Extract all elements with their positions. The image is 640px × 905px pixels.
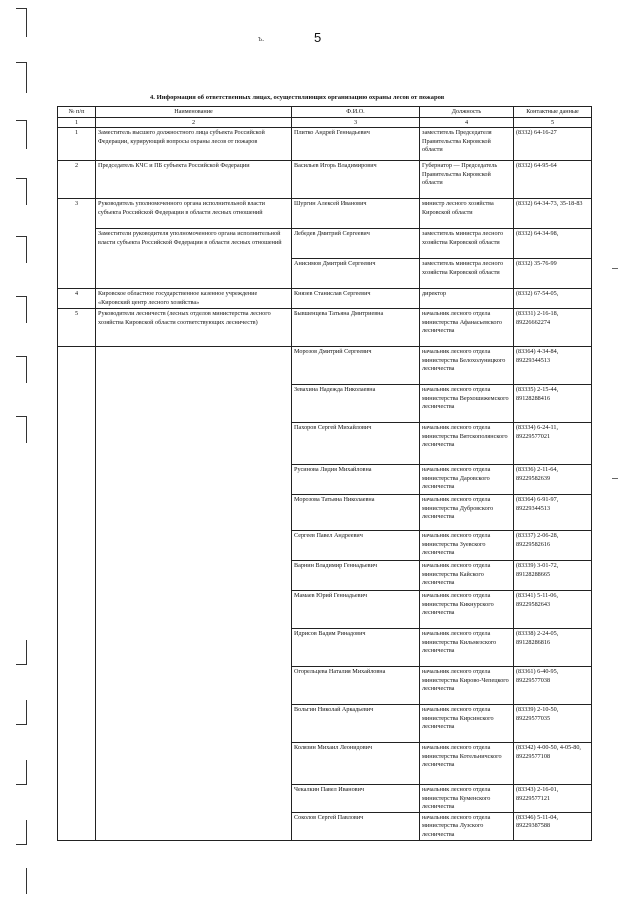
row-contacts: (8332) 64-95-64: [514, 161, 592, 199]
binder-mark: [16, 640, 27, 665]
row-name: Руководитель уполномоченного органа исполнительной власти субъекта Российской Федерации в области лесных отношений: [96, 199, 292, 229]
row-position: начальник лесного отдела министерства Зуевского лесничества: [420, 531, 514, 561]
row-position: заместитель министра лесного хозяйства Кировской области: [420, 229, 514, 259]
binder-mark: [16, 62, 27, 93]
row-name: Председатель КЧС и ПБ субъекта Российской Федерации: [96, 161, 292, 199]
row-contacts: (83331) 2-16-18, 89226662274: [514, 309, 592, 347]
row-contacts: (83364) 4-34-84, 89229344513: [514, 347, 592, 385]
document-title: 4. Информация об ответственных лицах, осуществляющих организацию охраны лесов от пожаров: [150, 94, 445, 101]
table-row: [58, 199, 592, 229]
table-row: [58, 161, 592, 199]
row-contacts: (8332) 35-76-99: [514, 259, 592, 289]
row-fio: Сергеев Павел Андреевич: [292, 531, 420, 561]
binder-mark: [16, 416, 27, 443]
binder-mark: [16, 820, 27, 845]
row-num: 5: [58, 309, 96, 347]
row-fio: Колязин Михаил Леонидович: [292, 743, 420, 785]
binder-mark: [16, 356, 27, 383]
table-row: [58, 128, 592, 161]
responsible-persons-table: [57, 106, 592, 841]
row-num: 3: [58, 199, 96, 289]
table-row: [58, 309, 592, 347]
row-fio: Вольгин Николай Аркадьевич: [292, 705, 420, 743]
row-name: Заместители руководителя уполномоченного органа исполнительной власти субъекта Российской Федерации в области лесных отношений: [96, 229, 292, 289]
row-fio: Князев Станислав Сергеевич: [292, 289, 420, 309]
row-position: начальник лесного отдела министерства Верхошижемского лесничества: [420, 385, 514, 423]
row-fio: Огорельцева Наталия Михайловна: [292, 667, 420, 705]
row-name: Заместитель высшего должностного лица субъекта Российской Федерации, курирующий вопросы охраны лесов от пожаров: [96, 128, 292, 161]
row-contacts: (83337) 2-06-28, 89229582616: [514, 531, 592, 561]
row-position: начальник лесного отдела министерства Афанасьевского лесничества: [420, 309, 514, 347]
row-position: начальник лесного отдела министерства Кикнурского лесничества: [420, 591, 514, 629]
row-contacts: (83342) 4-00-50, 4-05-80, 89229577108: [514, 743, 592, 785]
row-contacts: (83334) 6-24-11, 89229577021: [514, 423, 592, 465]
binder-mark: [16, 120, 27, 149]
row-fio: Соколов Сергей Павлович: [292, 813, 420, 841]
binder-mark: [16, 868, 27, 894]
binder-mark: [16, 236, 27, 263]
row-fio: Мамаев Юрий Геннадьевич: [292, 591, 420, 629]
row-position: начальник лесного отдела министерства Кирово-Чепецкого лесничества: [420, 667, 514, 705]
row-position: начальник лесного отдела министерства Вятскополянского лесничества: [420, 423, 514, 465]
row-contacts: (83339) 2-10-50, 89229577035: [514, 705, 592, 743]
row-num: 4: [58, 289, 96, 309]
row-fio: Анисимов Дмитрий Сергеевич: [292, 259, 420, 289]
row-contacts: (83364) 6-91-97, 89229344513: [514, 495, 592, 531]
row-contacts: (83339) 3-01-72, 89128288665: [514, 561, 592, 591]
scan-tick: [612, 268, 618, 269]
header-position: Должность: [420, 107, 514, 118]
binder-mark: [16, 178, 27, 205]
scan-tick: [612, 478, 618, 479]
row-contacts: (83361) 6-40-95, 89229577038: [514, 667, 592, 705]
row-position: начальник лесного отдела министерства Куменского лесничества: [420, 785, 514, 813]
row-fio: Варнин Владимир Геннадьевич: [292, 561, 420, 591]
row-position: заместитель министра лесного хозяйства Кировской области: [420, 259, 514, 289]
col-number: 1: [58, 118, 96, 128]
col-number: 3: [292, 118, 420, 128]
row-position: начальник лесного отдела министерства Лузского лесничества: [420, 813, 514, 841]
row-fio: Лебедев Дмитрий Сергеевич: [292, 229, 420, 259]
page-number: 5: [314, 30, 322, 45]
row-position: начальник лесного отдела министерства Кирсинского лесничества: [420, 705, 514, 743]
table-row: [58, 289, 592, 309]
row-contacts: (8332) 64-34-98,: [514, 229, 592, 259]
binder-mark: [16, 760, 27, 785]
table-row: [58, 229, 592, 259]
row-position: начальник лесного отдела министерства Котельничского лесничества: [420, 743, 514, 785]
row-fio: Русинова Лидия Михайловна: [292, 465, 420, 495]
binder-mark: [16, 8, 27, 37]
row-fio: Васильев Игорь Владимирович: [292, 161, 420, 199]
row-contacts: (83336) 2-11-64, 89229582639: [514, 465, 592, 495]
row-fio: Пахоров Сергей Михайлович: [292, 423, 420, 465]
row-contacts: (83335) 2-15-44, 89128288416: [514, 385, 592, 423]
row-contacts: (8332) 67-54-05,: [514, 289, 592, 309]
row-contacts: (83346) 5-11-04, 89229387588: [514, 813, 592, 841]
row-fio: Идрисов Вадим Ринадович: [292, 629, 420, 667]
col-number: 2: [96, 118, 292, 128]
col-number: 4: [420, 118, 514, 128]
row-name: Кировское областное государственное казенное учреждение «Кировский центр лесного хозяйства»: [96, 289, 292, 309]
row-position: Губернатор — Председатель Правительства Кировской области: [420, 161, 514, 199]
header-contacts: Контактные данные: [514, 107, 592, 118]
column-number-row: [58, 118, 592, 128]
binder-mark: [16, 700, 27, 725]
row-position: директор: [420, 289, 514, 309]
header-name: Наименование: [96, 107, 292, 118]
row-contacts: (83338) 2-24-05, 89128286816: [514, 629, 592, 667]
row-fio: Плитко Андрей Геннадьевич: [292, 128, 420, 161]
row-position: начальник лесного отдела министерства Белохолуницкого лесничества: [420, 347, 514, 385]
row-fio: Бывшенцева Татьяна Дмитриевна: [292, 309, 420, 347]
binder-mark: [16, 296, 27, 323]
row-position: начальник лесного отдела министерства Кильмезского лесничества: [420, 629, 514, 667]
row-num: [58, 347, 96, 841]
row-contacts: (83341) 5-11-06, 89229582643: [514, 591, 592, 629]
row-position: начальник лесного отдела министерства Дубровского лесничества: [420, 495, 514, 531]
row-name: [96, 347, 292, 841]
row-fio: Морозова Татьяна Николаевна: [292, 495, 420, 531]
row-position: начальник лесного отдела министерства Даровского лесничества: [420, 465, 514, 495]
header-fio: Ф.И.О.: [292, 107, 420, 118]
row-fio: Зевахина Надежда Николаевна: [292, 385, 420, 423]
row-fio: Чекалкин Павел Иванович: [292, 785, 420, 813]
header-num: № п/п: [58, 107, 96, 118]
row-num: 1: [58, 128, 96, 161]
row-position: начальник лесного отдела министерства Кайского лесничества: [420, 561, 514, 591]
table-row: [58, 347, 592, 385]
row-contacts: (83343) 2-16-01, 89229577121: [514, 785, 592, 813]
table-header-row: [58, 107, 592, 118]
row-fio: Морозов Дмитрий Сергеевич: [292, 347, 420, 385]
row-name: Руководители лесничеств (лесных отделов министерства лесного хозяйства Кировской области соответствующих лесничеств): [96, 309, 292, 347]
row-num: 2: [58, 161, 96, 199]
col-number: 5: [514, 118, 592, 128]
row-contacts: (8332) 64-34-73, 35-18-83: [514, 199, 592, 229]
row-fio: Шургин Алексей Иванович: [292, 199, 420, 229]
scan-artifact: ъ.: [258, 34, 265, 43]
row-position: заместитель Председателя Правительства Кировской области: [420, 128, 514, 161]
row-contacts: (8332) 64-16-27: [514, 128, 592, 161]
row-position: министр лесного хозяйства Кировской области: [420, 199, 514, 229]
